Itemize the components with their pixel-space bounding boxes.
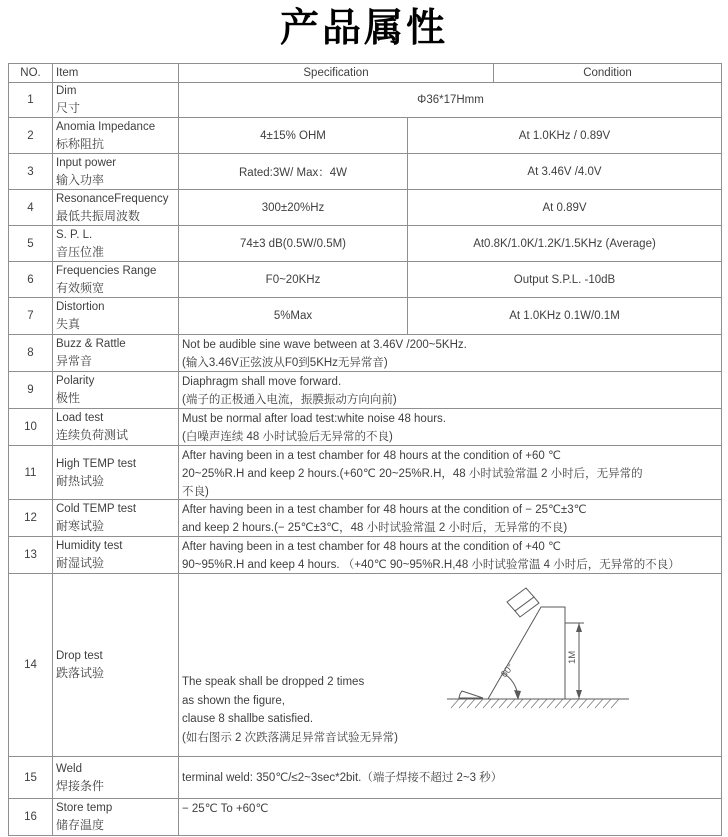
row-number: 3 [9,154,53,189]
spec-line: The speak shall be dropped 2 times [182,676,365,688]
item-name-zh: 焊接条件 [56,778,105,793]
item-name-zh: 储存温度 [56,818,105,832]
specification-cell: 5%Max [179,298,408,334]
table-row [9,298,721,335]
dimension-arrow-top [576,623,582,632]
table-header-row [9,64,721,83]
condition-cell: At 0.89V [542,201,587,214]
item-cell [53,262,179,297]
spec-line: and keep 2 hours.(− 25℃±3℃，48 小时试验常温 2 小时后，无异常的不良) [182,522,568,534]
row-number: 6 [9,262,53,297]
item-cell [53,372,179,408]
item-cell [53,83,179,117]
item-name-zh: 失真 [56,317,81,331]
row-number: 11 [9,446,53,499]
item-cell [53,154,179,189]
item-name-zh: 连续负荷测试 [56,428,129,442]
item-cell [53,574,179,756]
table-body [9,83,721,835]
row-number: 1 [9,83,53,117]
specification-cell [179,83,721,117]
row-number: 4 [9,190,53,225]
item-cell [53,409,179,445]
table-row [9,574,721,757]
inclined-board [488,607,565,699]
condition-cell: Output S.P.L. -10dB [513,273,616,286]
table-row [9,190,721,226]
row-number: 10 [9,409,53,445]
row-number: 2 [9,118,53,153]
condition-cell: At 3.46V /4.0V [527,165,602,178]
spec-line: After having been in a test chamber for 48 hours at the condition of − 25℃±3℃ [182,504,587,516]
table-row [9,372,721,409]
condition-cell: At0.8K/1.0K/1.2K/1.5KHz (Average) [473,237,656,250]
item-cell [53,335,179,371]
spec-line: 90~95%R.H and keep 4 hours. （+40℃ 90~95%R.H,48 小时试验常温 4 小时后，无异常的不良） [182,559,680,571]
item-name-en: Dim [56,85,77,97]
spec-line: (白噪声连续 48 小时试验后无异常的不良) [182,431,393,443]
item-name-zh: 标称阻抗 [56,136,105,151]
specification-cell: Rated:3W/ Max：4W [179,154,408,189]
spec-line: 20~25%R.H and keep 2 hours.(+60℃ 20~25%R.H，48 小时试验常温 2 小时后，无异常的 [182,468,643,480]
specification-cell: 300±20%Hz [179,190,408,225]
header-specification: Specification [179,64,494,82]
specification-cell [179,409,721,445]
item-name-en: Polarity [56,375,95,387]
specification-cell: F0~20KHz [179,262,408,297]
spec-line: After having been in a test chamber for 48 hours at the condition of +60 ℃ [182,450,561,462]
condition-cell: At 1.0KHz 0.1W/0.1M [509,310,620,322]
item-cell [53,757,179,798]
item-name-zh: 耐湿试验 [56,556,105,570]
item-name-zh: 极性 [56,391,81,405]
item-name-en: Buzz & Rattle [56,338,126,350]
specification-cell [179,372,721,408]
specification-cell [179,574,721,756]
row-number: 13 [9,537,53,573]
spec-line: as shown the figure, [182,694,285,707]
item-name-en: High TEMP test [56,457,137,470]
item-name-zh: 音压位准 [56,244,105,259]
item-name-zh: 最低共振周波数 [56,208,141,223]
item-name-en: S. P. L. [56,228,93,241]
table-row [9,118,721,154]
specification-cell [179,537,721,573]
table-row [9,262,721,298]
height-label: 1M [567,650,578,664]
item-name-en: Input power [56,156,117,169]
item-cell [53,500,179,536]
spec-line: (如右图示 2 次跌落满足异常音试验无异常) [182,731,398,744]
condition-cell: At 1.0KHz / 0.89V [518,129,611,142]
product-spec-table [8,63,722,836]
table-row [9,83,721,118]
drop-test-figure [431,578,643,718]
row-number: 15 [9,757,53,798]
specification-cell [179,757,721,798]
angle-label: 60° [498,661,517,680]
specification-cell [179,446,721,499]
item-name-zh: 有效频宽 [56,280,105,295]
specification-cell: 4±15% OHM [179,118,408,153]
item-cell [53,799,179,835]
row-number: 16 [9,799,53,835]
table-row [9,757,721,799]
item-name-en: Store temp [56,802,113,814]
item-cell [53,446,179,499]
item-name-en: Cold TEMP test [56,503,137,515]
header-item: Item [53,64,179,82]
item-name-en: Frequencies Range [56,264,157,277]
item-cell [53,226,179,261]
item-cell [53,537,179,573]
spec-line: Φ36*17Hmm [417,94,484,106]
item-name-en: Humidity test [56,540,123,552]
item-name-en: Weld [56,762,82,775]
table-row [9,409,721,446]
spec-line: Not be audible sine wave between at 3.46V /200~5KHz. [182,339,467,351]
table-row [9,335,721,372]
item-name-zh: 异常音 [56,354,93,368]
table-row [9,226,721,262]
spec-line: − 25℃ To +60℃ [182,803,269,815]
spec-line: (端子的正极通入电流，振膜振动方向向前) [182,394,397,406]
table-row [9,537,721,574]
dimension-arrow-bottom [576,690,582,699]
spec-line: (输入3.46V正弦波从F0到5KHz无异常音) [182,357,388,369]
row-number: 14 [9,574,53,756]
table-row [9,446,721,500]
row-number: 12 [9,500,53,536]
spec-line: terminal weld: 350℃/≤2~3sec*2bit.（端子焊接不超过 2~3 秒） [182,771,503,784]
item-name-zh: 耐热试验 [56,473,105,488]
specification-cell [179,335,721,371]
dropped-speaker-wedge [459,691,483,698]
item-cell [53,190,179,225]
header-no: NO. [9,64,53,82]
spec-line: 不良) [182,486,209,498]
item-name-zh: 跌落试验 [56,666,105,680]
drop-test-notes [182,673,398,747]
specification-cell [179,799,721,835]
header-condition: Condition [583,67,632,79]
item-name-en: ResonanceFrequency [56,192,169,205]
specification-cell [179,500,721,536]
item-name-en: Anomia Impedance [56,120,156,133]
item-name-zh: 输入功率 [56,172,105,187]
spec-line: Diaphragm shall move forward. [182,376,342,388]
ground-hatch [451,699,619,708]
item-name-en: Load test [56,412,104,424]
row-number: 7 [9,298,53,334]
spec-line: clause 8 shallbe satisfied. [182,713,314,725]
item-name-zh: 尺寸 [56,101,81,115]
table-row [9,799,721,835]
specification-cell: 74±3 dB(0.5W/0.5M) [179,226,408,261]
item-cell [53,118,179,153]
item-name-en: Distortion [56,301,105,313]
table-row [9,500,721,537]
spec-line: Must be normal after load test:white noise 48 hours. [182,413,447,425]
item-name-en: Drop test [56,650,103,662]
item-name-zh: 耐寒试验 [56,519,105,533]
item-cell [53,298,179,334]
row-number: 8 [9,335,53,371]
page-title: 产品属性 [279,7,448,50]
row-number: 5 [9,226,53,261]
spec-line: After having been in a test chamber for 48 hours at the condition of +40 ℃ [182,541,561,553]
table-row [9,154,721,190]
row-number: 9 [9,372,53,408]
